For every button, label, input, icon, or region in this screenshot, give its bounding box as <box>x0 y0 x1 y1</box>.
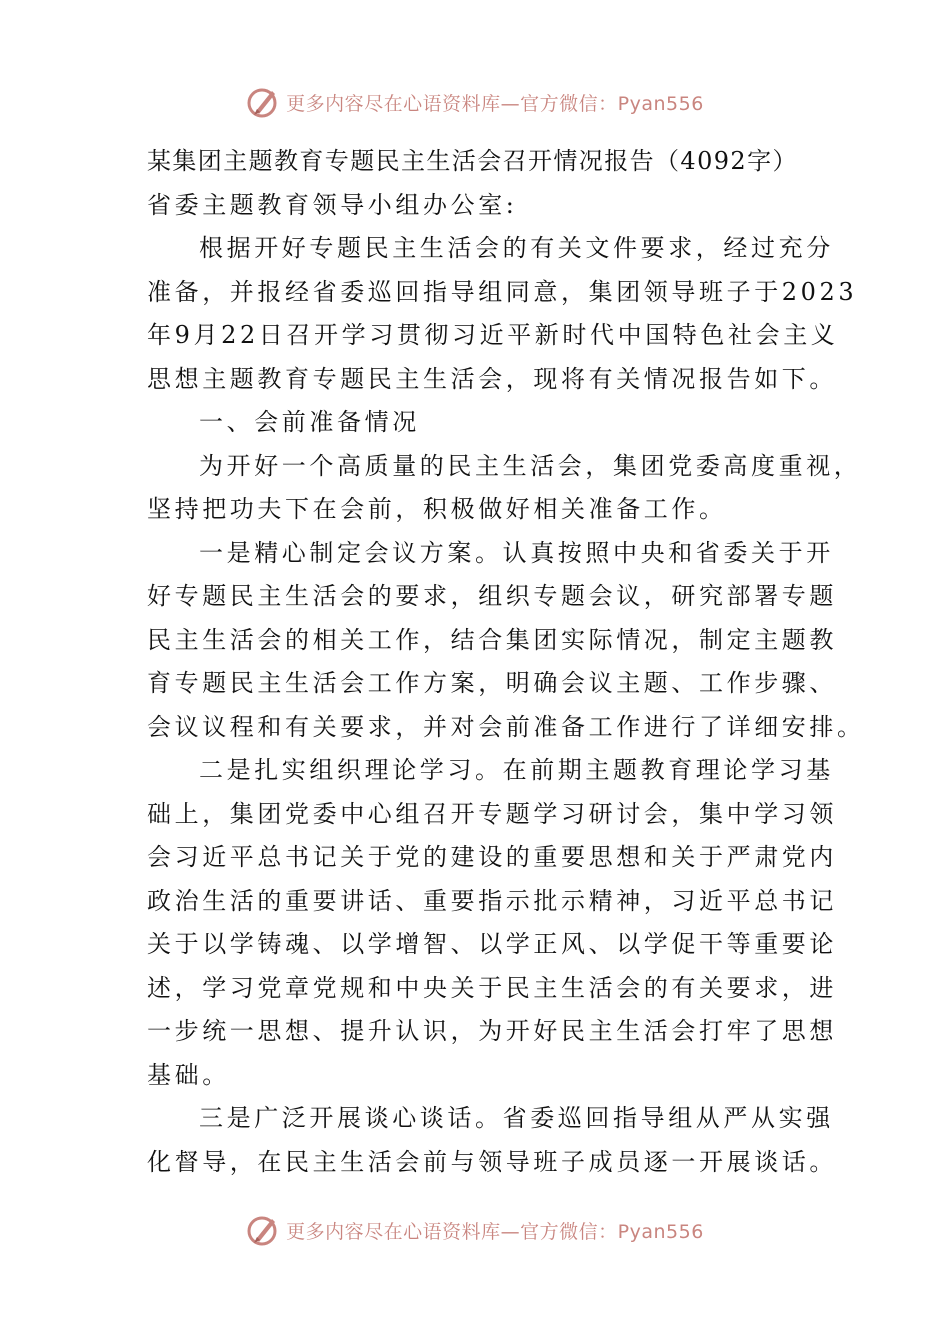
text-line: 政治生活的重要讲话、重要指示批示精神，习近平总书记 <box>147 886 837 915</box>
text-line: 一是精心制定会议方案。认真按照中央和省委关于开 <box>199 538 834 567</box>
text-line: 础上，集团党委中心组召开专题学习研讨会，集中学习领 <box>147 799 837 828</box>
text-line: 一步统一思想、提升认识，为开好民主生活会打牢了思想 <box>147 1017 837 1045</box>
watermark-text: 更多内容尽在心语资料库—官方微信：Pyan556 <box>286 1220 704 1243</box>
document-body <box>147 140 865 1184</box>
text-line: 思想主题教育专题民主生活会，现将有关情况报告如下。 <box>147 364 837 393</box>
watermark-bottom <box>0 1210 950 1250</box>
text-line: 年9月22日召开学习贯彻习近平新时代中国特色社会主义 <box>147 321 839 349</box>
text-line: 基础。 <box>147 1060 230 1089</box>
document-title: 某集团主题教育专题民主生活会召开情况报告（4092字） <box>147 147 798 175</box>
pen-circle-logo-icon <box>246 85 280 119</box>
text-line: 民主生活会的相关工作，结合集团实际情况，制定主题教 <box>147 625 837 654</box>
text-line: 关于以学铸魂、以学增智、以学正风、以学促干等重要论 <box>147 930 837 958</box>
text-line: 化督导，在民主生活会前与领导班子成员逐一开展谈话。 <box>147 1147 837 1176</box>
text-line: 三是广泛开展谈心谈话。省委巡回指导组从严从实强 <box>199 1104 834 1132</box>
text-line: 好专题民主生活会的要求，组织专题会议，研究部署专题 <box>147 582 837 610</box>
text-line: 会习近平总书记关于党的建设的重要思想和关于严肃党内 <box>147 843 837 871</box>
pen-circle-logo-icon <box>246 1213 280 1247</box>
text-line: 述，学习党章党规和中央关于民主生活会的有关要求，进 <box>147 973 837 1002</box>
text-line: 会议议程和有关要求，并对会前准备工作进行了详细安排。 <box>147 712 865 741</box>
text-line: 二是扎实组织理论学习。在前期主题教育理论学习基 <box>199 756 834 784</box>
document-recipient: 省委主题教育领导小组办公室: <box>147 190 518 219</box>
text-line: 准备，并报经省委巡回指导组同意，集团领导班子于2023 <box>147 277 858 306</box>
text-line: 坚持把功夫下在会前，积极做好相关准备工作。 <box>147 495 727 523</box>
text-line: 一、会前准备情况 <box>199 408 420 436</box>
document-paragraphs <box>147 227 865 1184</box>
text-line: 根据开好专题民主生活会的有关文件要求，经过充分 <box>199 234 834 262</box>
watermark-text: 更多内容尽在心语资料库—官方微信：Pyan556 <box>286 92 704 115</box>
watermark-top <box>0 82 950 122</box>
text-line: 育专题民主生活会工作方案，明确会议主题、工作步骤、 <box>147 669 837 697</box>
text-line: 为开好一个高质量的民主生活会，集团党委高度重视， <box>199 451 862 480</box>
